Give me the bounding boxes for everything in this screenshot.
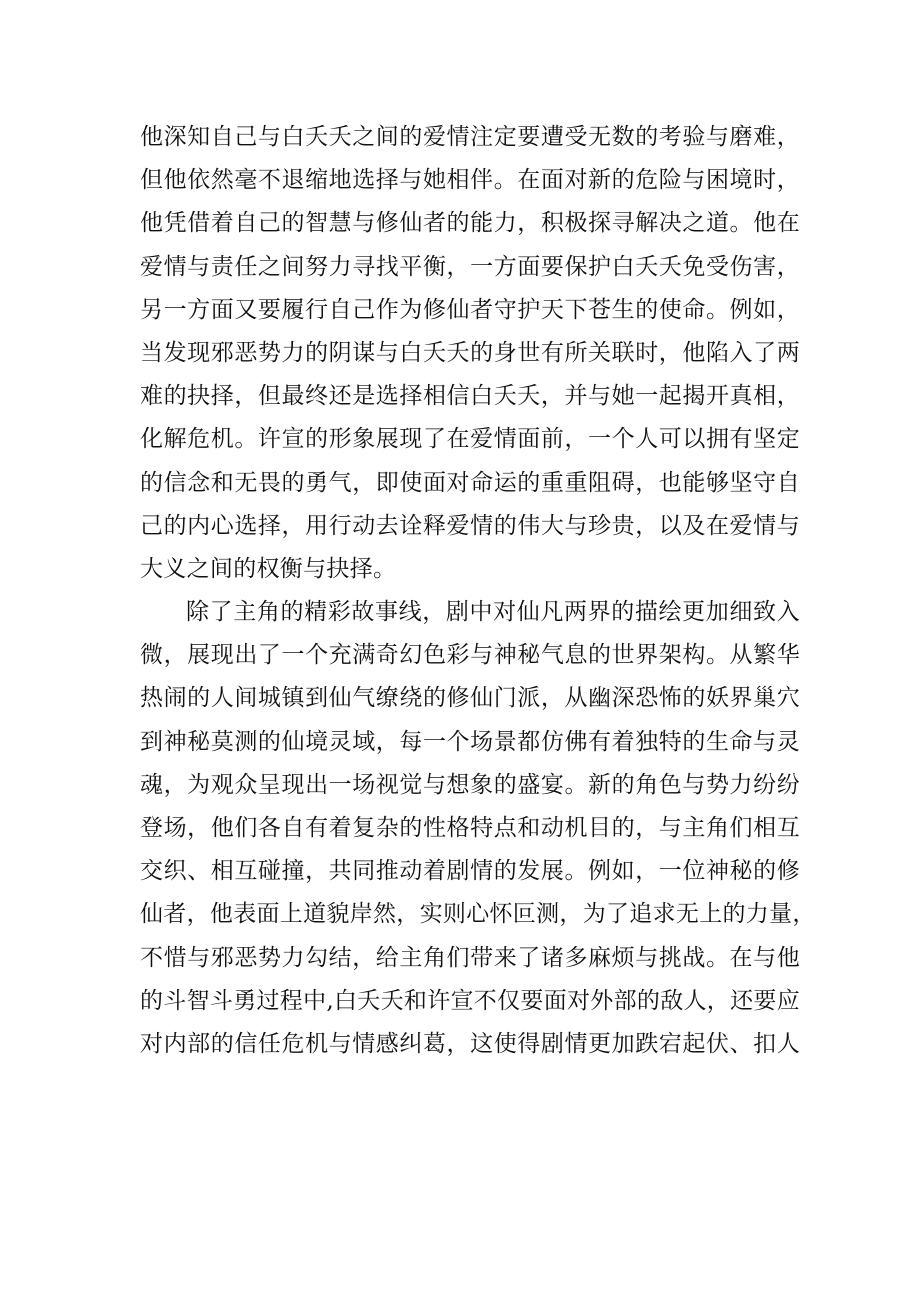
body-text (140, 116, 816, 1066)
text-line: 化解危机。许宣的形象展现了在爱情面前，一个人可以拥有坚定 (140, 426, 800, 453)
text-line: 仙者，他表面上道貌岸然，实则心怀叵测，为了追求无上的力量， (140, 901, 816, 928)
text-line: 交织、相互碰撞，共同推动着剧情的发展。例如，一位神秘的修 (140, 858, 800, 885)
paragraph-1 (140, 116, 800, 591)
text-line: 另一方面又要履行自己作为修仙者守护天下苍生的使命。例如， (140, 296, 800, 323)
text-line: 热闹的人间城镇到仙气缭绕的修仙门派，从幽深恐怖的妖界巢穴 (140, 685, 800, 712)
text-line: 的斗智斗勇过程中,白夭夭和许宣不仅要面对外部的敌人，还要应 (140, 987, 801, 1014)
text-line: 爱情与责任之间努力寻找平衡，一方面要保护白夭夭免受伤害， (140, 253, 800, 280)
text-line: 微，展现出了一个充满奇幻色彩与神秘气息的世界架构。从繁华 (140, 642, 800, 669)
text-line: 他凭借着自己的智慧与修仙者的能力，积极探寻解决之道。他在 (140, 210, 800, 237)
text-line: 到神秘莫测的仙境灵域，每一个场景都仿佛有着独特的生命与灵 (140, 728, 800, 755)
text-line: 但他依然毫不退缩地选择与她相伴。在面对新的危险与困境时， (140, 167, 800, 194)
paragraph-2 (140, 591, 816, 1066)
text-line: 对内部的信任危机与情感纠葛，这使得剧情更加跌宕起伏、扣人 (140, 1030, 800, 1057)
text-line: 己的内心选择，用行动去诠释爱情的伟大与珍贵，以及在爱情与 (140, 512, 800, 539)
text-line: 当发现邪恶势力的阴谋与白夭夭的身世有所关联时，他陷入了两 (140, 339, 800, 366)
text-line: 不惜与邪恶势力勾结，给主角们带来了诸多麻烦与挑战。在与他 (140, 944, 800, 971)
text-line: 魂，为观众呈现出一场视觉与想象的盛宴。新的角色与势力纷纷 (140, 771, 800, 798)
text-line: 难的抉择，但最终还是选择相信白夭夭，并与她一起揭开真相， (140, 383, 800, 410)
text-line: 他深知自己与白夭夭之间的爱情注定要遭受无数的考验与磨难， (140, 124, 800, 150)
text-line: 的信念和无畏的勇气，即使面对命运的重重阻碍，也能够坚守自 (140, 469, 800, 496)
text-line: 大义之间的权衡与抉择。 (140, 555, 397, 582)
text-line: 登场，他们各自有着复杂的性格特点和动机目的，与主角们相互 (140, 815, 800, 841)
text-line: 除了主角的精彩故事线，剧中对仙凡两界的描绘更加细致入 (186, 599, 800, 626)
